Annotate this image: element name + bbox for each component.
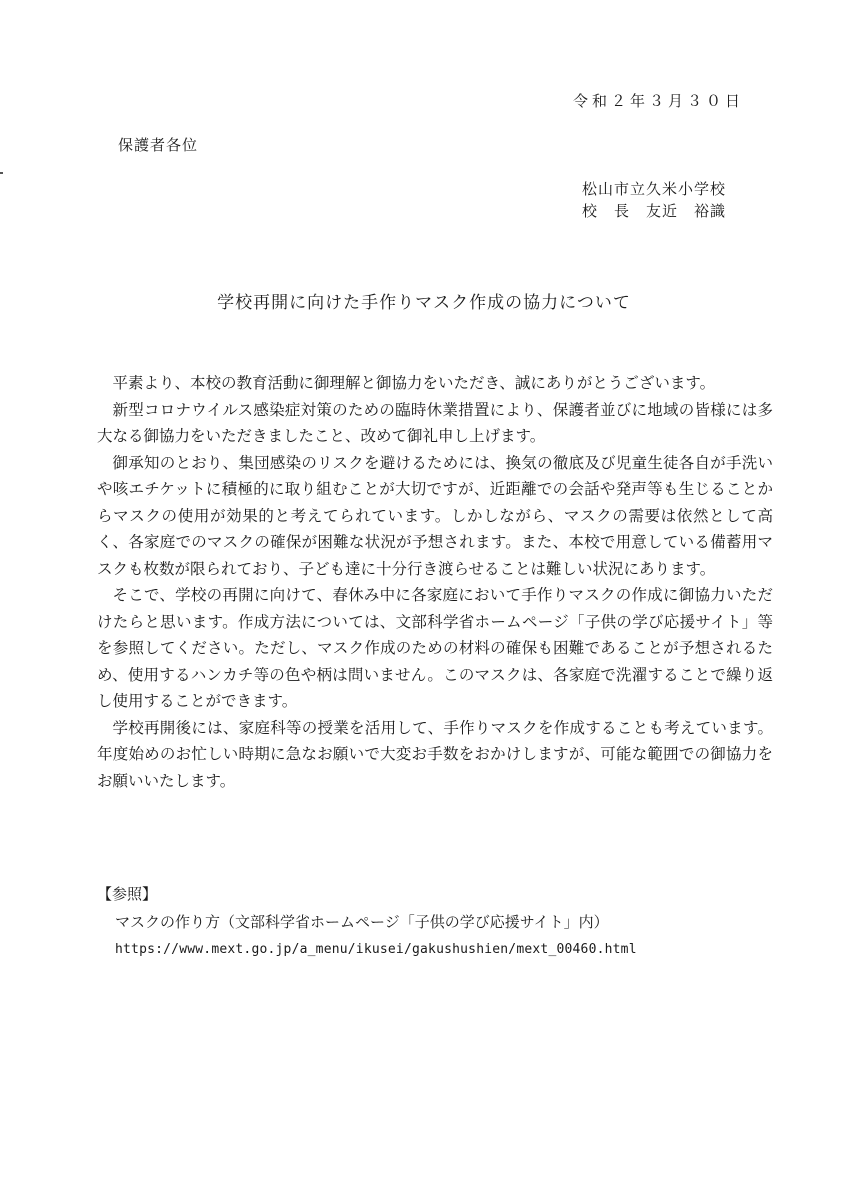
paragraph-thanks: 新型コロナウイルス感染症対策のための臨時休業措置により、保護者並びに地域の皆様には多大なる御協力をいただきましたこと、改めて御礼申し上げます。: [97, 400, 773, 445]
paragraph-background: 御承知のとおり、集団感染のリスクを避けるためには、換気の徹底及び児童生徒各自が手洗いや咳エチケットに積極的に取り組むことが大切ですが、近距離での会話や発声等も生じることからマスクの使用が効果的と考えてられています。しかしながら、マスクの需要は依然として高く、各家庭でのマスクの確保が困難な状況が予想されます。また、本校で用意している備蓄用マスクも枚数が限られており、子ども達に十分行き渡らせることは難しい状況にあります。: [97, 453, 773, 578]
letter-date: 令和２年３月３０日: [572, 92, 744, 110]
reference-description: マスクの作り方（文部科学省ホームページ「子供の学び応援サイト」内）: [115, 913, 609, 931]
paragraph-greeting: 平素より、本校の教育活動に御理解と御協力をいただき、誠にありがとうございます。: [112, 374, 716, 392]
sender-principal: 校 長 友近 裕識: [582, 202, 727, 220]
reference-url: https://www.mext.go.jp/a_menu/ikusei/gakushushien/mext_00460.html: [115, 942, 637, 957]
scan-mark: [0, 172, 3, 174]
letter-title: 学校再開に向けた手作りマスク作成の協力について: [217, 293, 631, 313]
sender-school: 松山市立久米小学校: [582, 180, 727, 198]
paragraph-closing: 学校再開後には、家庭科等の授業を活用して、手作りマスクを作成することも考えています。年度始めのお忙しい時期に急なお願いで大変お手数をおかけしますが、可能な範囲での御協力をお願いいたします。: [97, 718, 773, 790]
letter-body: [97, 370, 773, 794]
reference-section: [97, 880, 773, 964]
reference-heading: 【参照】: [97, 885, 158, 903]
paragraph-request: そこで、学校の再開に向けて、春休み中に各家庭において手作りマスクの作成に御協力いただけたらと思います。作成方法については、文部科学省ホームページ「子供の学び応援サイト」等を参照してください。ただし、マスク作成のための材料の確保も困難であることが予想されるため、使用するハンカチ等の色や柄は問いません。このマスクは、各家庭で洗濯することで繰り返し使用することができます。: [97, 586, 773, 710]
sender-block: [582, 178, 726, 222]
recipient: 保護者各位: [118, 136, 199, 154]
